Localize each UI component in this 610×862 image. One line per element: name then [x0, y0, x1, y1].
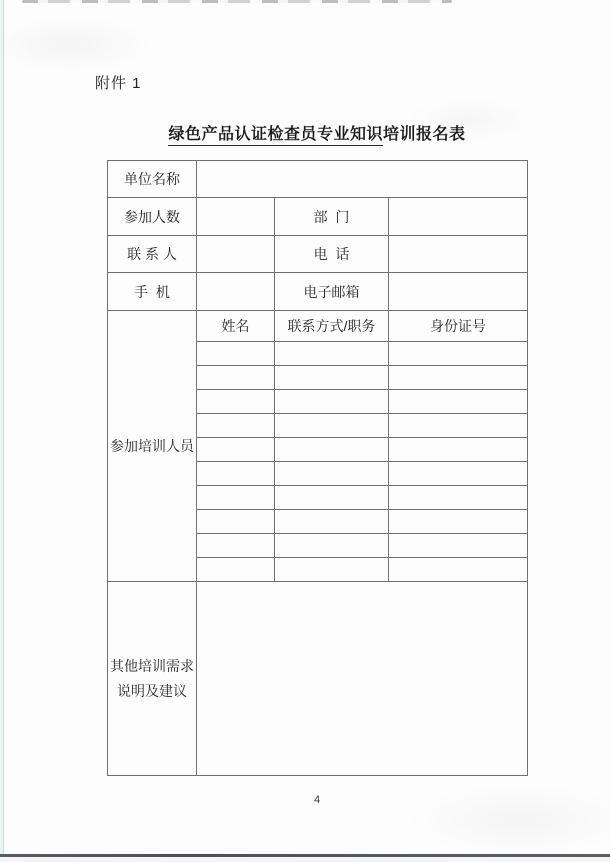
- email-label: 电子邮箱: [275, 273, 389, 311]
- participant-cell: [197, 510, 275, 534]
- other-needs-label: 其他培训需求 说明及建议: [108, 582, 197, 776]
- row-other-needs: [108, 582, 528, 776]
- participant-cell: [389, 510, 528, 534]
- participant-cell: [197, 366, 275, 390]
- participant-cell: [275, 438, 389, 462]
- participants-col-id: 身份证号: [389, 311, 528, 342]
- department-value: [389, 198, 528, 236]
- participant-cell: [275, 342, 389, 366]
- participant-cell: [275, 486, 389, 510]
- unit-name-value: [197, 161, 528, 198]
- participant-cell: [197, 414, 275, 438]
- attachment-label: 附件 1: [95, 75, 142, 92]
- participant-cell: [389, 390, 528, 414]
- row-mobile-email: [108, 273, 528, 311]
- participants-header-row: [108, 311, 528, 342]
- participant-cell: [275, 534, 389, 558]
- participant-cell: [197, 438, 275, 462]
- scan-artifact-top-dashes: [22, 0, 452, 3]
- participant-cell: [389, 366, 528, 390]
- email-value: [389, 273, 528, 311]
- participants-col-name: 姓名: [197, 311, 275, 342]
- participant-cell: [275, 414, 389, 438]
- participant-cell: [389, 342, 528, 366]
- mobile-label: 手 机: [108, 273, 197, 311]
- scan-artifact-left-line: [3, 0, 4, 862]
- contact-person-label: 联 系 人: [108, 236, 197, 273]
- phone-label: 电 话: [275, 236, 389, 273]
- participants-section-label: 参加培训人员: [108, 311, 197, 582]
- participant-cell: [197, 558, 275, 582]
- participant-cell: [389, 414, 528, 438]
- department-label: 部 门: [275, 198, 389, 236]
- mobile-value: [197, 273, 275, 311]
- participant-count-value: [197, 198, 275, 236]
- page-number: 4: [313, 794, 321, 806]
- contact-person-value: [197, 236, 275, 273]
- participant-cell: [389, 558, 528, 582]
- participant-cell: [389, 534, 528, 558]
- participant-cell: [275, 390, 389, 414]
- participant-cell: [275, 462, 389, 486]
- participant-cell: [275, 366, 389, 390]
- scan-artifact-bottom-margin: [0, 857, 610, 862]
- participants-col-contact: 联系方式/职务: [275, 311, 389, 342]
- participant-cell: [275, 558, 389, 582]
- participant-cell: [197, 342, 275, 366]
- participant-cell: [389, 486, 528, 510]
- participant-count-label: 参加人数: [108, 198, 197, 236]
- form-title-rest: 培训报名表: [383, 126, 466, 143]
- form-title: [107, 121, 527, 144]
- participant-cell: [197, 486, 275, 510]
- participant-cell: [197, 534, 275, 558]
- phone-value: [389, 236, 528, 273]
- participant-cell: [275, 510, 389, 534]
- registration-table: [107, 160, 528, 776]
- participant-cell: [197, 462, 275, 486]
- row-count-department: [108, 198, 528, 236]
- row-contact-phone: [108, 236, 528, 273]
- participant-cell: [389, 438, 528, 462]
- unit-name-label: 单位名称: [108, 161, 197, 198]
- participant-cell: [197, 390, 275, 414]
- other-needs-value: [197, 582, 528, 776]
- form-title-underlined: 绿色产品认证检查员专业知识: [168, 126, 383, 146]
- participant-cell: [389, 462, 528, 486]
- row-unit-name: [108, 161, 528, 198]
